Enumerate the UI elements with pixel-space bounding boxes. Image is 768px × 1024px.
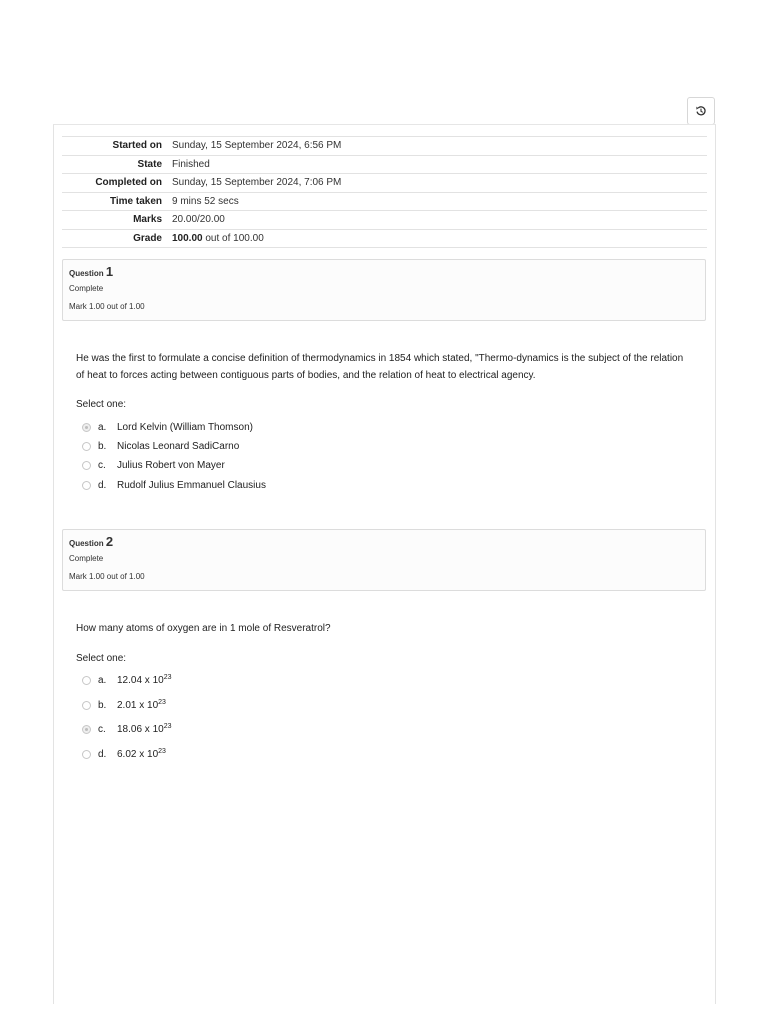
answer-option-b[interactable] bbox=[82, 700, 166, 711]
history-button[interactable] bbox=[687, 97, 715, 125]
question-2-title bbox=[69, 534, 699, 549]
question-1-text: He was the first to formulate a concise definition of thermodynamics in 1854 which stated, "Thermo-dynamics is the subject of the relation of heat to forces acting between contiguous parts of bodies, and the relation of heat to electrical agency. bbox=[76, 353, 684, 381]
radio-button[interactable] bbox=[82, 725, 91, 734]
summary-value: 9 mins 52 secs bbox=[172, 195, 239, 207]
answer-exponent: 23 bbox=[163, 674, 172, 681]
question-state: Complete bbox=[69, 554, 104, 563]
radio-button[interactable] bbox=[82, 423, 91, 432]
answer-exponent: 23 bbox=[158, 748, 166, 755]
answer-text: Lord Kelvin (William Thomson) bbox=[117, 422, 253, 433]
question-state: Complete bbox=[69, 284, 104, 293]
summary-value: Sunday, 15 September 2024, 7:06 PM bbox=[172, 177, 342, 189]
radio-button[interactable] bbox=[82, 750, 91, 759]
answer-text bbox=[117, 700, 166, 711]
answer-letter: b. bbox=[98, 700, 107, 711]
question-mark: Mark 1.00 out of 1.00 bbox=[69, 572, 145, 581]
radio-button[interactable] bbox=[82, 701, 91, 710]
question-label: Question bbox=[69, 539, 104, 548]
summary-label: Marks bbox=[133, 214, 162, 226]
question-number: 2 bbox=[105, 534, 114, 549]
answer-exponent: 23 bbox=[158, 699, 166, 706]
answer-text: Rudolf Julius Emmanuel Clausius bbox=[117, 480, 266, 491]
summary-value bbox=[172, 229, 707, 248]
answer-base: 2.01 x 10 bbox=[117, 700, 159, 711]
summary-label: Completed on bbox=[95, 177, 162, 189]
answer-exponent: 23 bbox=[163, 723, 172, 730]
answer-option-a[interactable] bbox=[82, 675, 172, 686]
answer-letter: c. bbox=[98, 724, 106, 735]
answer-option-c[interactable] bbox=[82, 724, 172, 735]
summary-row-grade bbox=[62, 229, 707, 248]
answer-base: 18.06 x 10 bbox=[117, 724, 164, 735]
radio-button[interactable] bbox=[82, 442, 91, 451]
summary-row-time-taken bbox=[62, 192, 707, 211]
question-label: Question bbox=[69, 269, 104, 278]
summary-row-state bbox=[62, 155, 707, 174]
answer-text: Julius Robert von Mayer bbox=[117, 460, 225, 471]
summary-value: Finished bbox=[172, 158, 210, 170]
answer-text bbox=[117, 749, 166, 760]
summary-value: 20.00/20.00 bbox=[172, 214, 225, 226]
summary-label: State bbox=[137, 158, 162, 170]
radio-button[interactable] bbox=[82, 481, 91, 490]
summary-row-started bbox=[62, 137, 707, 156]
answer-option-d[interactable] bbox=[82, 749, 166, 760]
attempt-summary-table bbox=[62, 136, 707, 248]
select-one-prompt: Select one: bbox=[76, 399, 127, 410]
answer-option-d[interactable] bbox=[82, 480, 266, 491]
grade-score: 100.00 bbox=[172, 232, 203, 244]
question-2-info bbox=[62, 529, 706, 591]
question-2-text: How many atoms of oxygen are in 1 mole of Resveratrol? bbox=[76, 623, 331, 634]
grade-out-of: out of 100.00 bbox=[202, 232, 264, 244]
question-mark: Mark 1.00 out of 1.00 bbox=[69, 302, 145, 311]
answer-letter: d. bbox=[98, 480, 107, 491]
summary-label: Started on bbox=[112, 140, 162, 152]
summary-value: Sunday, 15 September 2024, 6:56 PM bbox=[172, 140, 342, 152]
answer-letter: a. bbox=[98, 675, 107, 686]
answer-letter: a. bbox=[98, 422, 107, 433]
history-icon bbox=[695, 105, 707, 117]
summary-label: Grade bbox=[133, 232, 162, 244]
summary-row-completed bbox=[62, 174, 707, 193]
answer-letter: c. bbox=[98, 460, 106, 471]
answer-option-a[interactable] bbox=[82, 422, 253, 433]
answer-letter: d. bbox=[98, 749, 107, 760]
answer-base: 12.04 x 10 bbox=[117, 675, 164, 686]
answer-text bbox=[117, 675, 172, 686]
answer-base: 6.02 x 10 bbox=[117, 749, 159, 760]
answer-text bbox=[117, 724, 172, 735]
question-1-info bbox=[62, 259, 706, 321]
answer-text: Nicolas Leonard SadiCarno bbox=[117, 441, 240, 452]
answer-letter: b. bbox=[98, 441, 107, 452]
question-number: 1 bbox=[105, 264, 114, 279]
radio-button[interactable] bbox=[82, 676, 91, 685]
answer-option-c[interactable] bbox=[82, 460, 225, 471]
question-1-title bbox=[69, 264, 699, 279]
select-one-prompt: Select one: bbox=[76, 653, 127, 664]
answer-option-b[interactable] bbox=[82, 441, 239, 452]
summary-row-marks bbox=[62, 211, 707, 230]
radio-button[interactable] bbox=[82, 461, 91, 470]
summary-label: Time taken bbox=[109, 195, 162, 207]
